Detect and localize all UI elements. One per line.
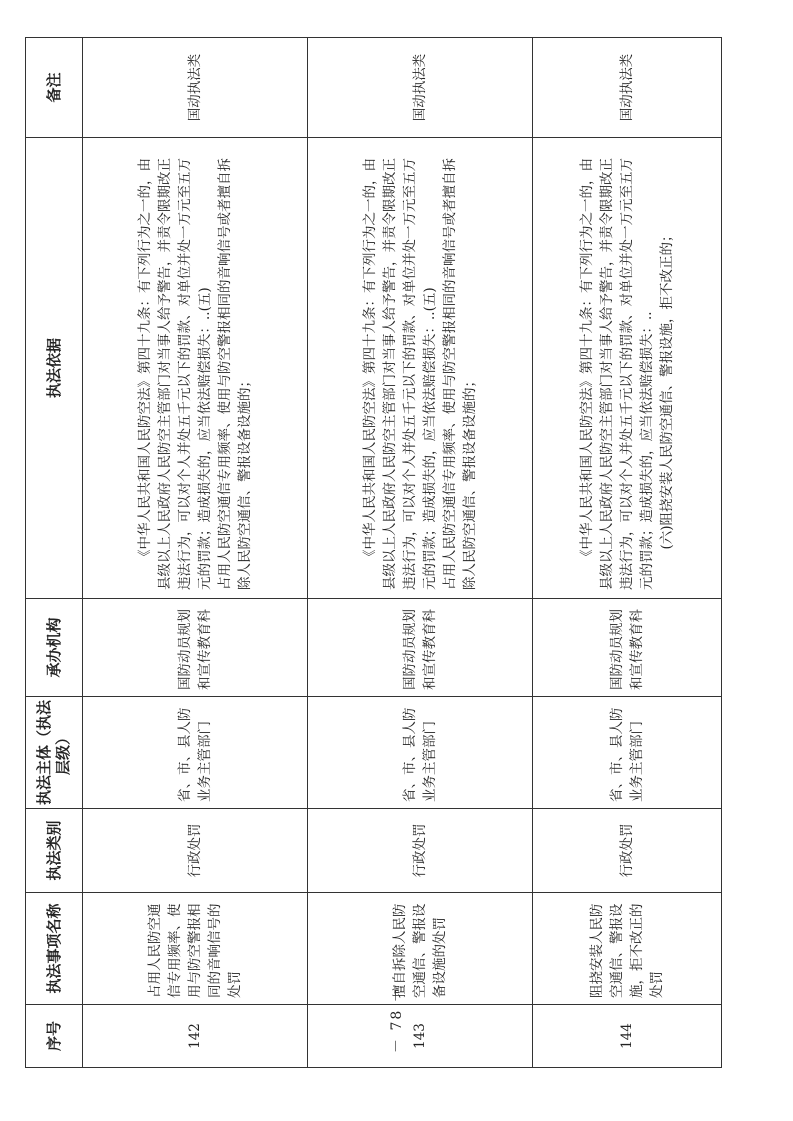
row-remark: 国动执法类 (308, 38, 533, 138)
row-basis (83, 138, 308, 599)
basis-paragraph: 《中华人民共和国人民防空法》第四十九条：有下列行为之一的，由县级以上人民政府人民防空主管部门对当事人给予警告，并责令限期改正违法行为，可以对个人并处五千元以下的罚款、对单位并处一万元至五万元的罚款；造成损失的，应当依法赔偿损失：.. (579, 158, 655, 590)
row-no: 142 (83, 1005, 308, 1068)
header-basis: 执法依据 (26, 138, 83, 599)
row-no: 143 (308, 1005, 533, 1068)
header-remark: 备注 (26, 38, 83, 138)
rotated-page-content (25, 38, 722, 1068)
row-category: 行政处罚 (533, 809, 722, 893)
table-row (308, 38, 533, 1068)
row-item: 阻挠安装人民防空通信、警报设施，拒不改正的处罚 (533, 893, 722, 1005)
header-subject: 执法主体（执法层级） (26, 697, 83, 809)
row-no: 144 (533, 1005, 722, 1068)
basis-paragraph: (六)阻挠安装人民防空通信、警报设施，拒不改正的； (659, 228, 675, 550)
row-category: 行政处罚 (83, 809, 308, 893)
page-number: － 78 － (389, 986, 405, 1053)
row-subject: 省、市、县人防业务主管部门 (83, 697, 308, 809)
enforcement-table (25, 37, 722, 1068)
row-item: 占用人民防空通信专用频率、使用与防空警报相同的音响信号的处罚 (83, 893, 308, 1005)
basis-paragraph: 《中华人民共和国人民防空法》第四十九条：有下列行为之一的，由县级以上人民政府人民防空主管部门对当事人给予警告，并责令限期改正违法行为，可以对个人并处五千元以下的罚款、对单位并处一万元至五万元的罚款；造成损失的，应当依法赔偿损失：..(五) (362, 158, 438, 590)
basis-paragraph: 占用人民防空通信专用频率、使用与防空警报相同的音响信号或者擅自拆除人民防空通信、警报设备设施的； (217, 158, 253, 590)
row-subject: 省、市、县人防业务主管部门 (308, 697, 533, 809)
table-header-row (26, 38, 83, 1068)
basis-paragraph: 占用人民防空通信专用频率、使用与防空警报相同的音响信号或者擅自拆除人民防空通信、警报设备设施的； (442, 158, 478, 590)
table-row (533, 38, 722, 1068)
basis-paragraph: 《中华人民共和国人民防空法》第四十九条：有下列行为之一的，由县级以上人民政府人民防空主管部门对当事人给予警告，并责令限期改正违法行为，可以对个人并处五千元以下的罚款、对单位并处一万元至五万元的罚款；造成损失的，应当依法赔偿损失：..(五) (137, 158, 213, 590)
row-remark: 国动执法类 (533, 38, 722, 138)
row-basis (533, 138, 722, 599)
row-basis (308, 138, 533, 599)
row-office: 国防动员规划和宣传教育科 (308, 599, 533, 697)
row-subject: 省、市、县人防业务主管部门 (533, 697, 722, 809)
header-office: 承办机构 (26, 599, 83, 697)
row-office: 国防动员规划和宣传教育科 (533, 599, 722, 697)
table-row (83, 38, 308, 1068)
header-no: 序号 (26, 1005, 83, 1068)
header-category: 执法类别 (26, 809, 83, 893)
row-office: 国防动员规划和宣传教育科 (83, 599, 308, 697)
header-item: 执法事项名称 (26, 893, 83, 1005)
row-item: 擅自拆除人民防空通信、警报设备设施的处罚 (308, 893, 533, 1005)
row-remark: 国动执法类 (83, 38, 308, 138)
row-category: 行政处罚 (308, 809, 533, 893)
